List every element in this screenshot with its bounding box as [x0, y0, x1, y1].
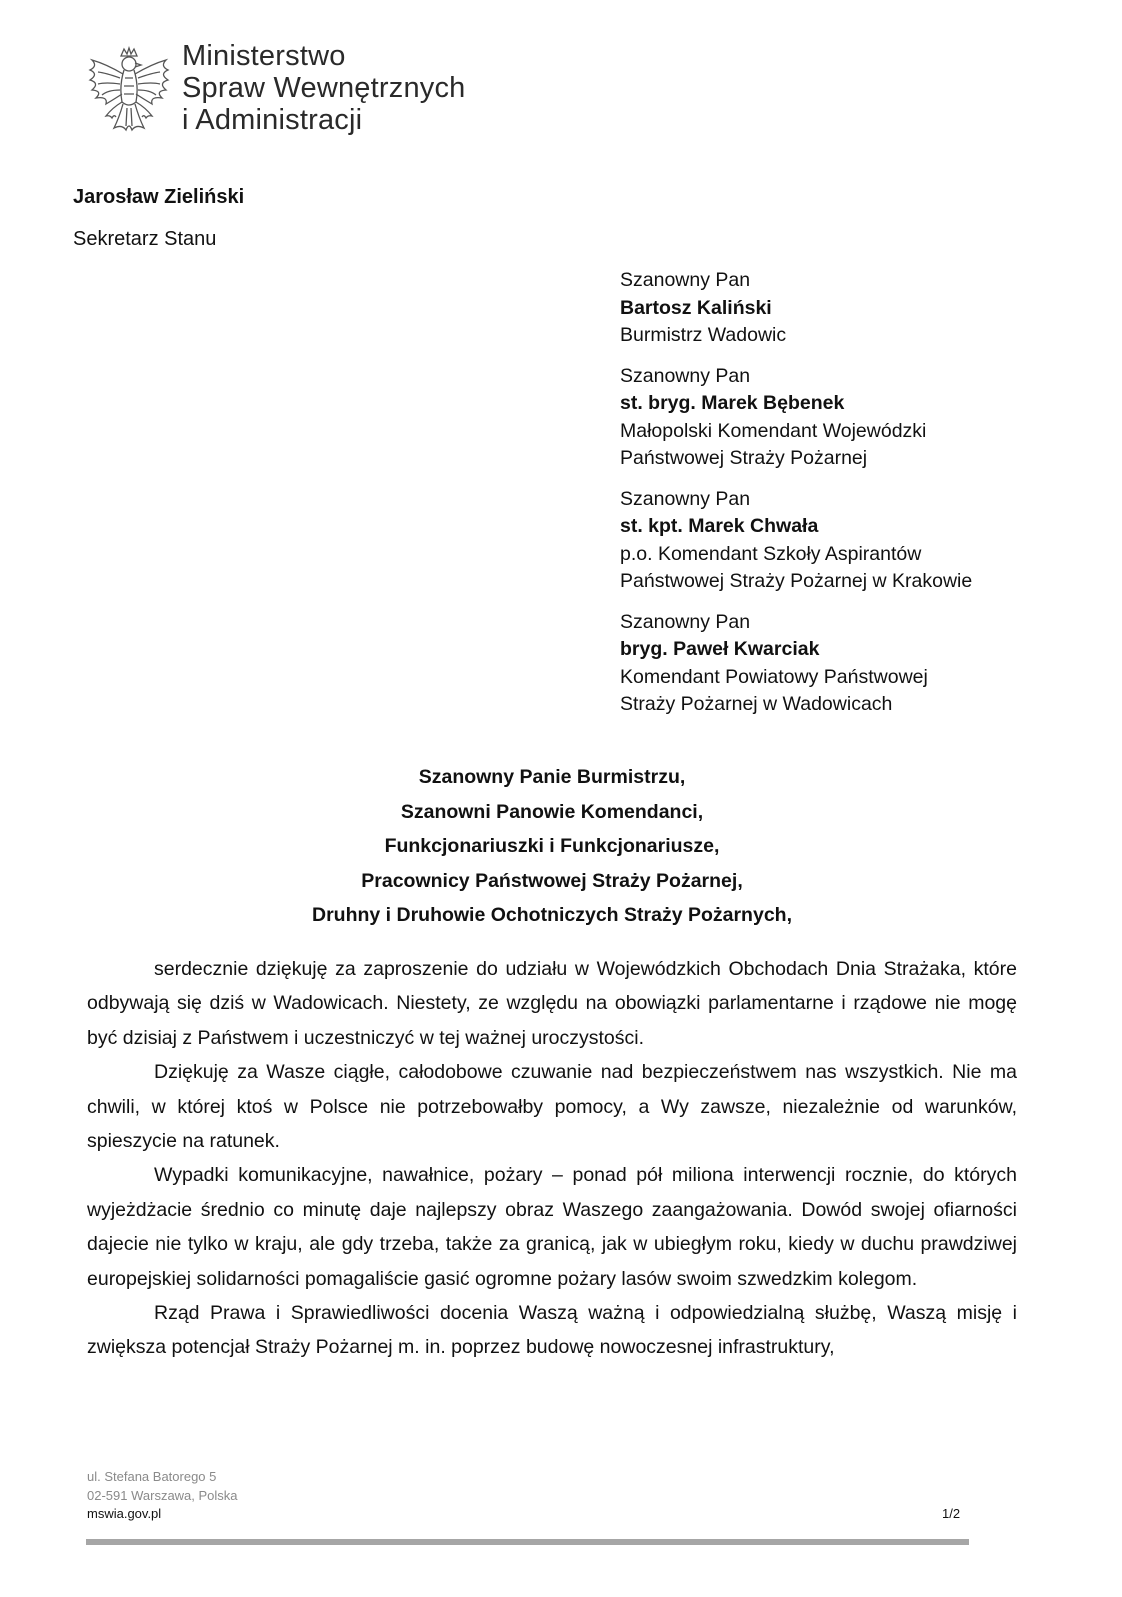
- page-number: 1/2: [942, 1506, 961, 1521]
- recipient-greeting: Szanowny Pan: [620, 610, 751, 633]
- recipient-greeting: Szanowny Pan: [620, 364, 751, 387]
- sender-name: Jarosław Zieliński: [73, 186, 245, 208]
- body-paragraph: Wypadki komunikacyjne, nawałnice, pożary – ponad pół miliona interwencji rocznie, do których wyjeżdżacie średnio co minutę daje najlepszy obraz Waszego zaangażowania. Dowód swojej ofiarności dajecie nie tylko w kraju, ale gdy trzeba, także za granicą, jak w ubiegłym roku, kiedy w duchu prawdziwej europejskiej solidarności pomagaliście gasić ogromne pożary lasów swoim szwedzkim kolegom.: [87, 1164, 1017, 1290]
- footer-website-link[interactable]: mswia.gov.pl: [87, 1506, 162, 1521]
- recipient-role-line: Małopolski Komendant Wojewódzki: [620, 419, 927, 442]
- footer-divider: [86, 1539, 969, 1545]
- ministry-name-line-1: Ministerstwo: [182, 40, 346, 72]
- sender-title: Sekretarz Stanu: [73, 228, 217, 250]
- body-paragraph: Dziękuję za Wasze ciągłe, całodobowe czuwanie nad bezpieczeństwem nas wszystkich. Nie ma chwili, w której ktoś w Polsce nie potrzebowałby pomocy, a Wy zawsze, niezależnie od warunków, spieszycie na ratunek.: [87, 1061, 1017, 1153]
- recipient: [620, 609, 972, 719]
- polish-eagle-emblem-icon: [86, 46, 172, 140]
- letter-body: [87, 952, 1017, 1365]
- body-paragraph: Rząd Prawa i Sprawiedliwości docenia Waszą ważną i odpowiedzialną służbę, Waszą misję i zwiększa potencjał Straży Pożarnej m. in. poprzez budowę nowoczesnej infrastruktury,: [87, 1302, 1017, 1359]
- recipient-name: st. bryg. Marek Bębenek: [620, 392, 845, 414]
- salutation-line: Szanowni Panowie Komendanci,: [400, 800, 704, 823]
- salutation-line: Szanowny Panie Burmistrzu,: [418, 766, 686, 788]
- recipient-role-line: Państwowej Straży Pożarnej w Krakowie: [620, 570, 973, 592]
- footer-address-city: 02-591 Warszawa, Polska: [87, 1488, 238, 1503]
- recipient-greeting: Szanowny Pan: [620, 269, 751, 291]
- salutation-line: Pracownicy Państwowej Straży Pożarnej,: [361, 869, 743, 892]
- recipient-role-line: Straży Pożarnej w Wadowicach: [620, 693, 893, 715]
- ministry-name-line-3: i Administracji: [182, 104, 363, 136]
- recipient-greeting: Szanowny Pan: [620, 487, 751, 510]
- salutation-line: Funkcjonariuszki i Funkcjonariusze,: [384, 835, 720, 857]
- footer-address: [87, 1467, 238, 1505]
- ministry-name-line-2: Spraw Wewnętrznych: [182, 72, 466, 104]
- recipient: [620, 267, 972, 350]
- ministry-name: [182, 40, 466, 136]
- salutation-line: Druhny i Druhowie Ochotniczych Straży Pożarnych,: [311, 904, 792, 926]
- recipient-role-line: p.o. Komendant Szkoły Aspirantów: [620, 542, 922, 565]
- recipient-role-line: Państwowej Straży Pożarnej: [620, 447, 868, 469]
- recipient-name: Bartosz Kaliński: [620, 296, 772, 319]
- body-paragraph: serdecznie dziękuję za zaproszenie do udziału w Wojewódzkich Obchodach Dnia Strażaka, które odbywają się dziś w Wadowicach. Niestety, ze względu na obowiązki parlamentarne i rządowe nie mogę być dzisiaj z Państwem i uczestniczyć w tej ważnej uroczystości.: [87, 958, 1017, 1049]
- recipient: [620, 363, 972, 473]
- recipient-role-line: Burmistrz Wadowic: [620, 324, 787, 346]
- footer-address-street: ul. Stefana Batorego 5: [87, 1469, 217, 1484]
- recipient-role-line: Komendant Powiatowy Państwowej: [620, 665, 928, 688]
- salutation: [100, 760, 1004, 933]
- recipients-block: [620, 267, 972, 732]
- recipient-name: bryg. Paweł Kwarciak: [620, 638, 820, 660]
- recipient-name: st. kpt. Marek Chwała: [620, 515, 819, 537]
- recipient: [620, 486, 972, 596]
